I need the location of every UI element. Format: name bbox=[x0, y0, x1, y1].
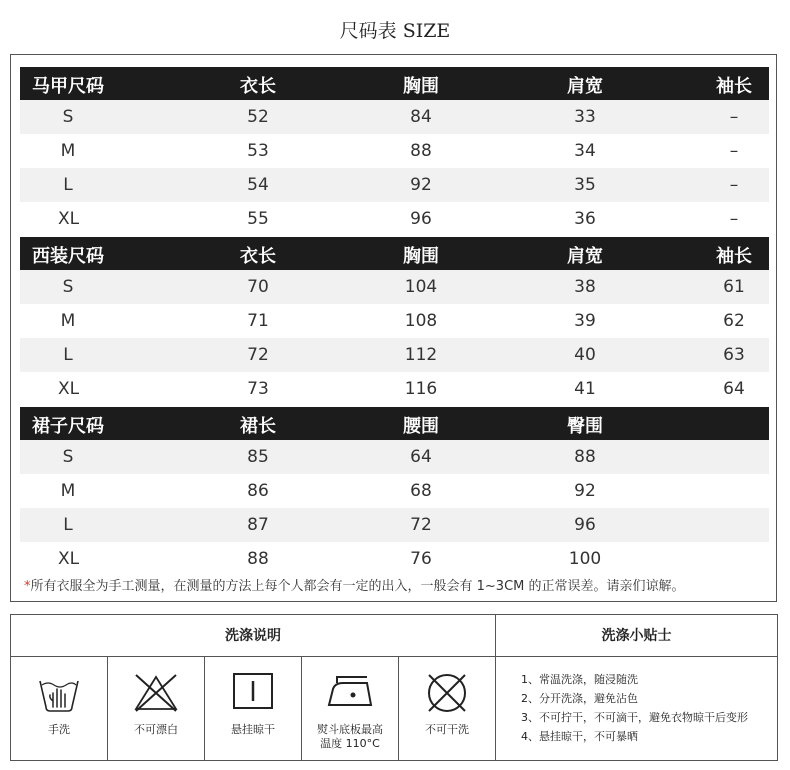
care-tips-list bbox=[521, 671, 748, 747]
table-cell: 76 bbox=[410, 549, 432, 569]
table-cell: 33 bbox=[574, 107, 596, 127]
table-row bbox=[20, 474, 769, 508]
no-bleach-icon bbox=[132, 671, 180, 715]
table-header bbox=[20, 67, 769, 100]
suit-size-table bbox=[20, 237, 769, 406]
table-cell: 39 bbox=[574, 311, 596, 331]
table-cell: S bbox=[62, 277, 74, 297]
table-row bbox=[20, 338, 769, 372]
table-cell: M bbox=[60, 481, 76, 501]
table-row bbox=[20, 202, 769, 236]
table-cell: 38 bbox=[574, 277, 596, 297]
list-item: 4、悬挂晾干，不可暴晒 bbox=[521, 730, 638, 743]
table-row bbox=[20, 508, 769, 542]
care-instructions-title: 洗涤说明 bbox=[11, 615, 496, 657]
table-cell: 92 bbox=[410, 175, 432, 195]
table-cell: 35 bbox=[574, 175, 596, 195]
care-item-iron bbox=[302, 657, 399, 760]
care-label: 不可干洗 bbox=[425, 723, 469, 736]
table-row bbox=[20, 542, 769, 576]
header-cell: 肩宽 bbox=[567, 246, 603, 267]
table-cell: 70 bbox=[247, 277, 269, 297]
table-cell: 86 bbox=[247, 481, 269, 501]
iron-icon bbox=[323, 671, 377, 711]
care-tips-title: 洗涤小贴士 bbox=[496, 615, 777, 657]
table-cell: L bbox=[63, 345, 73, 365]
hang-dry-icon bbox=[231, 671, 275, 711]
table-cell: 104 bbox=[404, 277, 438, 297]
note-text: 所有衣服全为手工测量，在测量的方法上每个人都会有一定的出入，一般会有 1~3CM 的正常误差。请亲们谅解。 bbox=[30, 579, 685, 594]
table-cell: M bbox=[60, 311, 76, 331]
table-cell: – bbox=[729, 175, 739, 195]
table-cell: 62 bbox=[723, 311, 745, 331]
note-asterisk: * bbox=[24, 579, 31, 594]
care-label-line: 熨斗底板最高 bbox=[317, 723, 383, 736]
hand-wash-icon bbox=[36, 671, 82, 717]
table-cell: 88 bbox=[247, 549, 269, 569]
care-label: 不可漂白 bbox=[134, 723, 178, 736]
header-cell: 肩宽 bbox=[567, 76, 603, 97]
table-cell: S bbox=[62, 447, 74, 467]
table-cell: 84 bbox=[410, 107, 432, 127]
table-row bbox=[20, 168, 769, 202]
table-cell: XL bbox=[58, 379, 80, 399]
table-cell: XL bbox=[58, 209, 80, 229]
table-cell: 73 bbox=[247, 379, 269, 399]
table-cell: 88 bbox=[574, 447, 596, 467]
header-cell: 袖长 bbox=[716, 246, 752, 267]
table-cell: 61 bbox=[723, 277, 745, 297]
table-cell: 64 bbox=[410, 447, 432, 467]
table-cell: 54 bbox=[247, 175, 269, 195]
no-dry-clean-icon bbox=[424, 671, 470, 715]
list-item: 3、不可拧干，不可滴干，避免衣物晾干后变形 bbox=[521, 711, 748, 724]
table-cell: 41 bbox=[574, 379, 596, 399]
header-cell: 腰围 bbox=[403, 416, 439, 437]
table-cell: 34 bbox=[574, 141, 596, 161]
table-cell: M bbox=[60, 141, 76, 161]
table-row bbox=[20, 440, 769, 474]
table-cell: 85 bbox=[247, 447, 269, 467]
table-cell: 108 bbox=[404, 311, 438, 331]
table-cell: 71 bbox=[247, 311, 269, 331]
table-cell: – bbox=[729, 209, 739, 229]
header-cell: 裙子尺码 bbox=[32, 416, 104, 437]
header-cell: 胸围 bbox=[403, 246, 439, 267]
table-cell: 64 bbox=[723, 379, 745, 399]
header-cell: 西装尺码 bbox=[32, 246, 104, 267]
table-cell: 72 bbox=[410, 515, 432, 535]
list-item: 1、常温洗涤，随浸随洗 bbox=[521, 673, 638, 686]
care-item-no-bleach bbox=[108, 657, 205, 760]
vest-size-table bbox=[20, 67, 769, 236]
table-cell: 52 bbox=[247, 107, 269, 127]
table-cell: 68 bbox=[410, 481, 432, 501]
table-cell: 63 bbox=[723, 345, 745, 365]
table-row bbox=[20, 100, 769, 134]
table-cell: 96 bbox=[574, 515, 596, 535]
table-cell: XL bbox=[58, 549, 80, 569]
skirt-size-table bbox=[20, 407, 769, 576]
header-cell: 袖长 bbox=[716, 76, 752, 97]
header-cell: 裙长 bbox=[240, 416, 276, 437]
table-cell: 100 bbox=[568, 549, 602, 569]
header-cell: 衣长 bbox=[240, 76, 276, 97]
care-label: 手洗 bbox=[48, 723, 70, 736]
table-cell: 72 bbox=[247, 345, 269, 365]
table-cell: 40 bbox=[574, 345, 596, 365]
header-cell: 衣长 bbox=[240, 246, 276, 267]
table-cell: 92 bbox=[574, 481, 596, 501]
header-cell: 马甲尺码 bbox=[32, 76, 104, 97]
table-cell: S bbox=[62, 107, 74, 127]
care-label bbox=[302, 723, 398, 751]
table-cell: 88 bbox=[410, 141, 432, 161]
table-cell: 36 bbox=[574, 209, 596, 229]
table-row bbox=[20, 134, 769, 168]
table-row bbox=[20, 270, 769, 304]
care-label-line: 温度 110°C bbox=[320, 737, 380, 750]
table-cell: L bbox=[63, 515, 73, 535]
measurement-note bbox=[24, 575, 685, 594]
table-cell: 112 bbox=[404, 345, 438, 365]
table-row bbox=[20, 304, 769, 338]
table-header bbox=[20, 407, 769, 440]
table-cell: 87 bbox=[247, 515, 269, 535]
care-item-no-dry-clean bbox=[399, 657, 496, 760]
table-cell: – bbox=[729, 107, 739, 127]
care-instructions-panel bbox=[10, 614, 778, 761]
care-label: 悬挂晾干 bbox=[231, 723, 275, 736]
page-title: 尺码表 SIZE bbox=[339, 20, 451, 42]
header-cell: 胸围 bbox=[403, 76, 439, 97]
care-item-hang-dry bbox=[205, 657, 302, 760]
table-cell: 53 bbox=[247, 141, 269, 161]
table-cell: – bbox=[729, 141, 739, 161]
table-header bbox=[20, 237, 769, 270]
care-item-hand-wash bbox=[11, 657, 108, 760]
table-cell: L bbox=[63, 175, 73, 195]
list-item: 2、分开洗涤，避免沾色 bbox=[521, 692, 638, 705]
table-row bbox=[20, 372, 769, 406]
table-cell: 96 bbox=[410, 209, 432, 229]
table-cell: 116 bbox=[404, 379, 438, 399]
table-cell: 55 bbox=[247, 209, 269, 229]
header-cell: 臀围 bbox=[567, 416, 603, 437]
